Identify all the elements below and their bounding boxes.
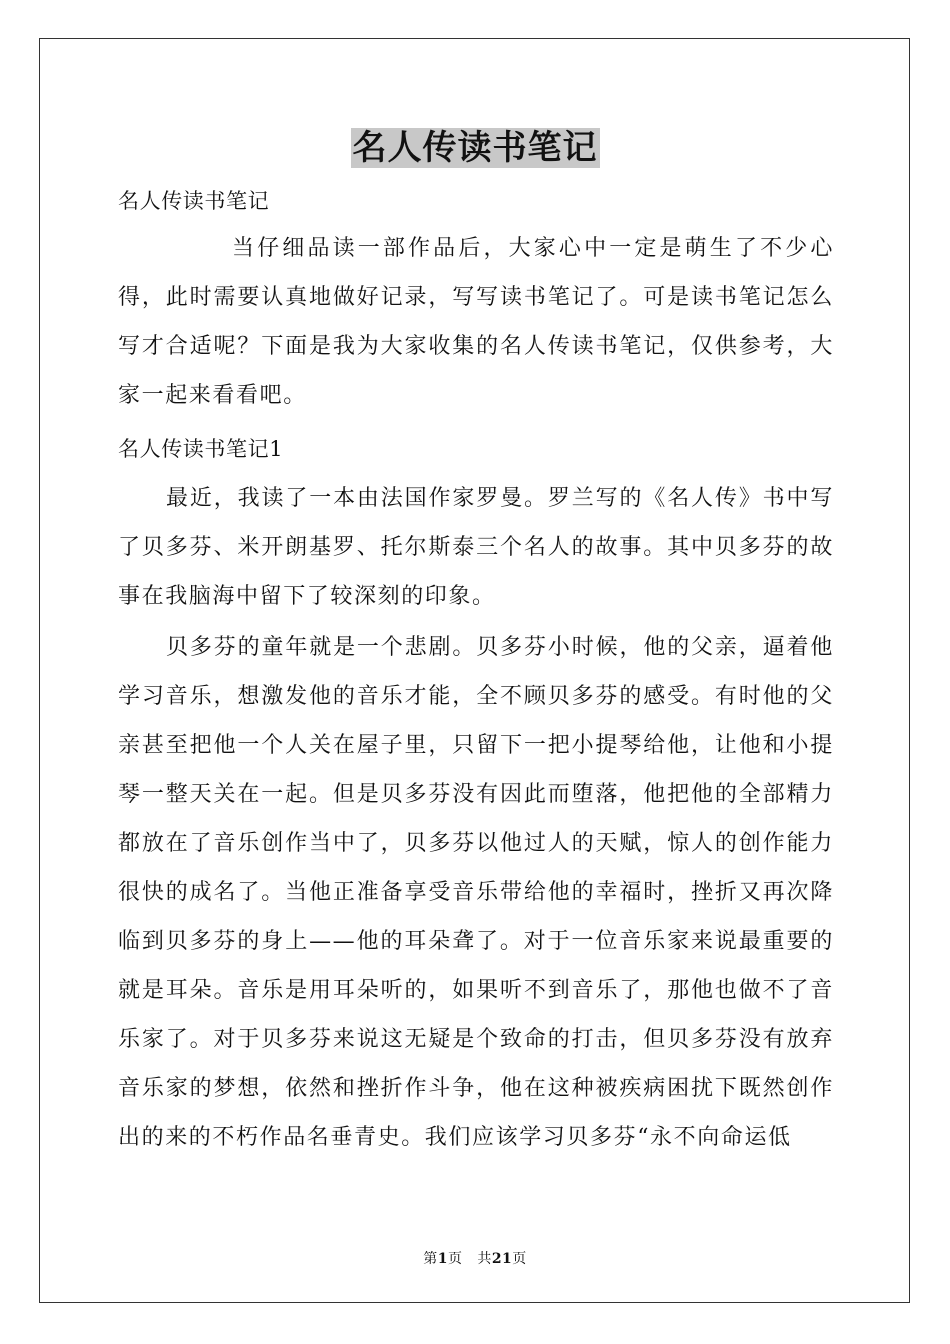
document-title: 名人传读书笔记 [352, 128, 598, 168]
body-paragraph-2: 贝多芬的童年就是一个悲剧。贝多芬小时候，他的父亲，逼着他学习音乐，想激发他的音乐才能，全不顾贝多芬的感受。有时他的父亲甚至把他一个人关在屋子里，只留下一把小提琴给他，让他和小提琴一整天关在一起。但是贝多芬没有因此而堕落，他把他的全部精力都放在了音乐创作当中了，贝多芬以他过人的天赋，惊人的创作能力很快的成名了。当他正准备享受音乐带给他的幸福时，挫折又再次降临到贝多芬的身上——他的耳朵聋了。对于一位音乐家来说最重要的就是耳朵。音乐是用耳朵听的，如果听不到音乐了，那他也做不了音乐家了。对于贝多芬来说这无疑是个致命的打击，但贝多芬没有放弃音乐家的梦想，依然和挫折作斗争，他在这种被疾病困扰下既然创作出的来的不朽作品名垂青史。我们应该学习贝多芬“永不向命运低 [118, 635, 834, 1150]
intro-paragraph: 当仔细品读一部作品后，大家心中一定是萌生了不少心得，此时需要认真地做好记录，写写读书笔记了。可是读书笔记怎么写才合适呢？下面是我为大家收集的名人传读书笔记，仅供参考，大家一起来看看吧。 [118, 236, 834, 408]
page-suffix: 页 [447, 1251, 463, 1267]
total-prefix: 共 [477, 1251, 492, 1267]
total-pages: 21 [491, 1251, 513, 1267]
total-suffix: 页 [512, 1251, 527, 1267]
page-prefix: 第 [423, 1251, 438, 1267]
body-paragraph-1: 最近，我读了一本由法国作家罗曼。罗兰写的《名人传》书中写了贝多芬、米开朗基罗、托尔斯泰三个名人的故事。其中贝多芬的故事在我脑海中留下了较深刻的印象。 [118, 486, 834, 609]
page-number: 1 [437, 1251, 448, 1267]
title-container [0, 128, 950, 168]
section-heading: 名人传读书笔记1 [118, 437, 284, 461]
document-subtitle: 名人传读书笔记 [118, 189, 270, 213]
page-footer [0, 1248, 950, 1268]
